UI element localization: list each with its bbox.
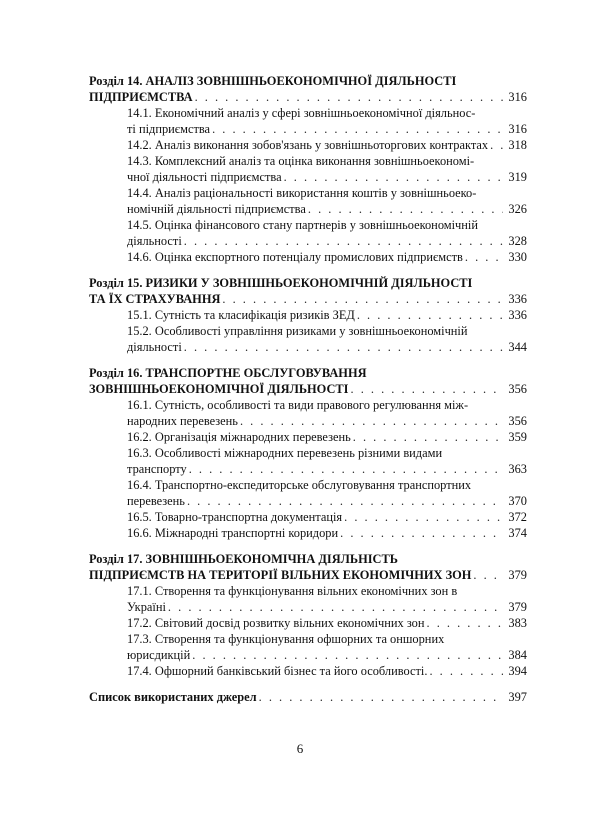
section-title-line xyxy=(89,73,527,89)
subsection-text: 17.3. Створення та функціонування офшорних та оншорних xyxy=(127,632,445,646)
toc-subsection xyxy=(89,477,527,509)
subsection-text: 14.1. Економічний аналіз у сфері зовнішньоекономічної діяльнос- xyxy=(127,106,476,120)
subsection-line xyxy=(89,185,527,201)
section-title-line xyxy=(89,567,527,583)
subsection-line xyxy=(89,599,527,615)
leader-dots xyxy=(240,413,503,429)
leader-dots xyxy=(473,567,503,583)
section-title-text: Розділ 17. ЗОВНІШНЬОЕКОНОМІЧНА ДІЯЛЬНІСТЬ xyxy=(89,552,398,566)
subsection-text: 15.2. Особливості управління ризиками у зовнішньоекономічній xyxy=(127,324,468,338)
toc-subsection xyxy=(89,429,527,445)
page-ref: 326 xyxy=(508,202,527,216)
page-ref: 330 xyxy=(508,250,527,264)
toc-subsection xyxy=(89,323,527,355)
page-ref: 384 xyxy=(508,648,527,662)
page-number: 6 xyxy=(296,741,304,756)
leader-dots xyxy=(168,599,503,615)
page-ref: 328 xyxy=(508,234,527,248)
page-ref: 372 xyxy=(508,510,527,524)
section-title-text: ПІДПРИЄМСТВА xyxy=(89,90,193,104)
subsection-text: номічній діяльності підприємства xyxy=(127,202,306,216)
page-ref: 316 xyxy=(508,90,527,104)
toc-subsection xyxy=(89,307,527,323)
subsection-line xyxy=(89,663,527,679)
page-ref: 379 xyxy=(508,568,527,582)
subsection-line xyxy=(89,631,527,647)
subsection-text: ті підприємства xyxy=(127,122,211,136)
leader-dots xyxy=(429,663,503,679)
toc-subsection xyxy=(89,217,527,249)
page-ref: 316 xyxy=(508,122,527,136)
subsection-text: чної діяльності підприємства xyxy=(127,170,282,184)
toc-section xyxy=(89,551,527,679)
section-title-text: ТА ЇХ СТРАХУВАННЯ xyxy=(89,292,221,306)
subsection-line xyxy=(89,429,527,445)
subsection-text: діяльності xyxy=(127,340,182,354)
leader-dots xyxy=(222,291,503,307)
toc-subsection xyxy=(89,663,527,679)
leader-dots xyxy=(184,339,503,355)
subsection-text: 14.3. Комплексний аналіз та оцінка виконання зовнішньоекономі- xyxy=(127,154,475,168)
subsection-line xyxy=(89,615,527,631)
leader-dots xyxy=(490,137,503,153)
subsection-text: 14.2. Аналіз виконання зобов'язань у зовнішньоторгових контрактах xyxy=(127,138,489,152)
toc-subsection xyxy=(89,445,527,477)
subsection-text: 15.1. Сутність та класифікація ризиків ЗЕД xyxy=(127,308,355,322)
page-ref: 359 xyxy=(508,430,527,444)
page-ref: 319 xyxy=(508,170,527,184)
toc-section xyxy=(89,73,527,265)
subsection-text: 14.6. Оцінка експортного потенціалу промислових підприємств xyxy=(127,250,463,264)
leader-dots xyxy=(192,647,503,663)
subsection-text: 17.1. Створення та функціонування вільних економічних зон в xyxy=(127,584,458,598)
subsection-text: 16.2. Організація міжнародних перевезень xyxy=(127,430,351,444)
leader-dots xyxy=(357,307,503,323)
leader-dots xyxy=(184,233,503,249)
subsection-text: 16.1. Сутність, особливості та види правового регулювання між- xyxy=(127,398,469,412)
subsection-line xyxy=(89,307,527,323)
subsection-line xyxy=(89,525,527,541)
page-ref: 318 xyxy=(508,138,527,152)
subsection-line xyxy=(89,169,527,185)
leader-dots xyxy=(340,525,503,541)
page-ref: 363 xyxy=(508,462,527,476)
page-ref: 370 xyxy=(508,494,527,508)
subsection-line xyxy=(89,121,527,137)
page-ref: 397 xyxy=(508,690,527,704)
section-title-text: Розділ 14. АНАЛІЗ ЗОВНІШНЬОЕКОНОМІЧНОЇ ДІЯЛЬНОСТІ xyxy=(89,74,457,88)
section-title-text: Розділ 15. РИЗИКИ У ЗОВНІШНЬОЕКОНОМІЧНІЙ ДІЯЛЬНОСТІ xyxy=(89,276,473,290)
leader-dots xyxy=(465,249,503,265)
toc-subsection xyxy=(89,397,527,429)
page-ref: 383 xyxy=(508,616,527,630)
leader-dots xyxy=(344,509,503,525)
subsection-text: діяльності xyxy=(127,234,182,248)
subsection-line xyxy=(89,323,527,339)
section-title-line xyxy=(89,365,527,381)
subsection-line xyxy=(89,647,527,663)
toc-subsection xyxy=(89,185,527,217)
subsection-text: 17.2. Світовий досвід розвитку вільних економічних зон xyxy=(127,616,425,630)
page-ref: 379 xyxy=(508,600,527,614)
subsection-line xyxy=(89,509,527,525)
subsection-line xyxy=(89,445,527,461)
toc-subsection xyxy=(89,137,527,153)
section-title-line xyxy=(89,89,527,105)
subsection-line xyxy=(89,153,527,169)
subsection-text: 14.5. Оцінка фінансового стану партнерів у зовнішньоекономічній xyxy=(127,218,478,232)
page-ref: 394 xyxy=(508,664,527,678)
toc-section xyxy=(89,689,527,705)
subsection-line xyxy=(89,397,527,413)
leader-dots xyxy=(187,493,503,509)
section-title-line xyxy=(89,689,527,705)
section-title-text: Розділ 16. ТРАНСПОРТНЕ ОБСЛУГОВУВАННЯ xyxy=(89,366,367,380)
page-ref: 356 xyxy=(508,382,527,396)
toc-subsection xyxy=(89,615,527,631)
toc-subsection xyxy=(89,249,527,265)
subsection-line xyxy=(89,339,527,355)
toc-subsection xyxy=(89,525,527,541)
leader-dots xyxy=(353,429,503,445)
toc-subsection xyxy=(89,583,527,615)
leader-dots xyxy=(259,689,503,705)
toc-subsection xyxy=(89,153,527,185)
page-ref: 344 xyxy=(508,340,527,354)
subsection-text: 14.4. Аналіз раціональності використання коштів у зовнішньоеко- xyxy=(127,186,477,200)
section-title-text: Список використаних джерел xyxy=(89,690,257,704)
page-ref: 336 xyxy=(508,308,527,322)
page-ref: 336 xyxy=(508,292,527,306)
table-of-contents xyxy=(89,73,527,712)
subsection-line xyxy=(89,583,527,599)
subsection-text: Україні xyxy=(127,600,166,614)
page-ref: 374 xyxy=(508,526,527,540)
leader-dots xyxy=(189,461,503,477)
section-title-line xyxy=(89,291,527,307)
leader-dots xyxy=(427,615,504,631)
section-title-line xyxy=(89,381,527,397)
section-title-line xyxy=(89,275,527,291)
subsection-line xyxy=(89,217,527,233)
subsection-text: перевезень xyxy=(127,494,185,508)
subsection-line xyxy=(89,493,527,509)
subsection-line xyxy=(89,477,527,493)
subsection-line xyxy=(89,249,527,265)
section-title-line xyxy=(89,551,527,567)
toc-section xyxy=(89,275,527,355)
subsection-text: 16.4. Транспортно-експедиторське обслуговування транспортних xyxy=(127,478,472,492)
subsection-line xyxy=(89,105,527,121)
subsection-line xyxy=(89,233,527,249)
leader-dots xyxy=(308,201,503,217)
subsection-line xyxy=(89,461,527,477)
section-title-text: ПІДПРИЄМСТВ НА ТЕРИТОРІЇ ВІЛЬНИХ ЕКОНОМІЧНИХ ЗОН xyxy=(89,568,472,582)
page-ref: 356 xyxy=(508,414,527,428)
subsection-line xyxy=(89,201,527,217)
leader-dots xyxy=(351,381,503,397)
leader-dots xyxy=(212,121,503,137)
toc-subsection xyxy=(89,631,527,663)
section-title-text: ЗОВНІШНЬОЕКОНОМІЧНОЇ ДІЯЛЬНОСТІ xyxy=(89,382,349,396)
subsection-text: народних перевезень xyxy=(127,414,238,428)
subsection-line xyxy=(89,137,527,153)
leader-dots xyxy=(284,169,503,185)
toc-section xyxy=(89,365,527,541)
subsection-text: юрисдикцій xyxy=(127,648,191,662)
subsection-text: 16.5. Товарно-транспортна документація xyxy=(127,510,343,524)
leader-dots xyxy=(195,89,503,105)
subsection-text: 16.6. Міжнародні транспортні коридори xyxy=(127,526,339,540)
subsection-text: 16.3. Особливості міжнародних перевезень різними видами xyxy=(127,446,443,460)
toc-subsection xyxy=(89,105,527,137)
toc-subsection xyxy=(89,509,527,525)
subsection-text: транспорту xyxy=(127,462,187,476)
subsection-text: 17.4. Офшорний банківський бізнес та його особливості. xyxy=(127,664,428,678)
subsection-line xyxy=(89,413,527,429)
